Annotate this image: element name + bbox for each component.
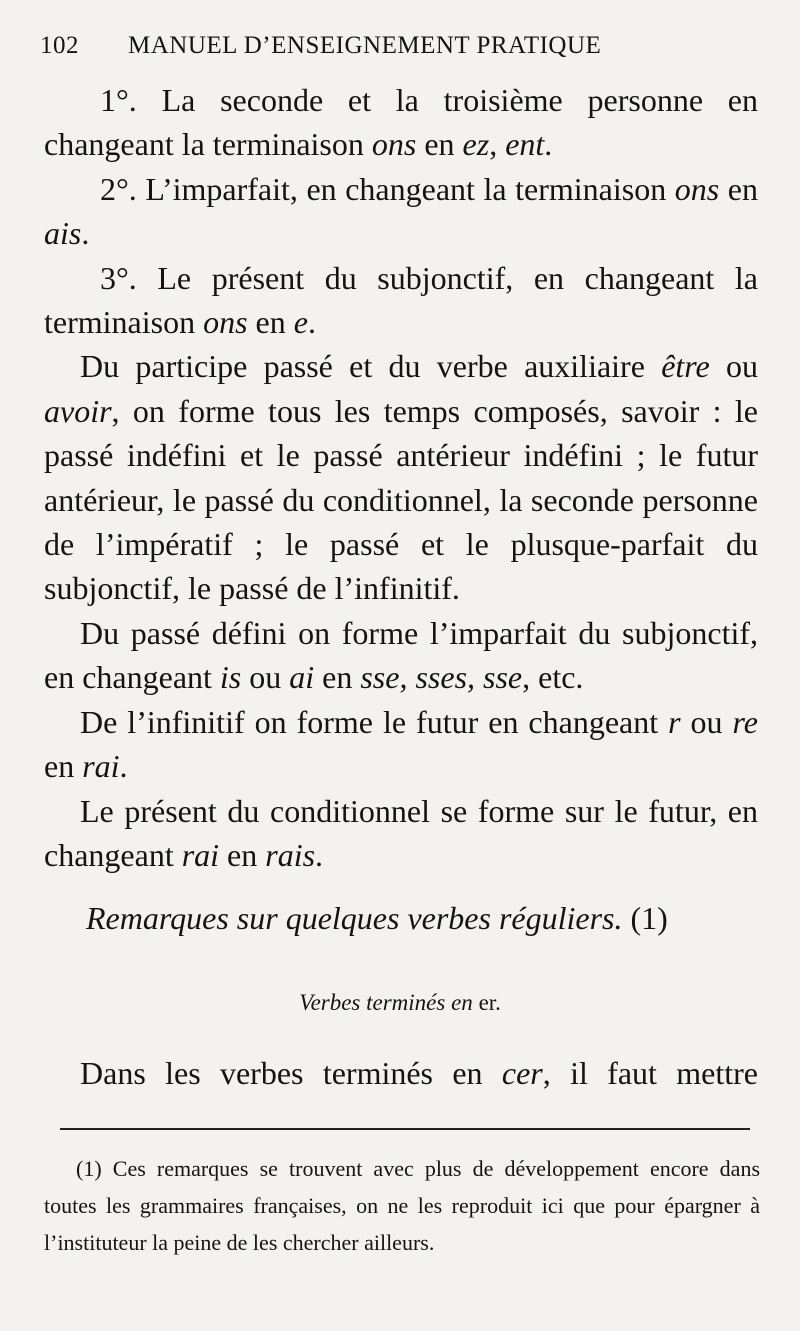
footnote — [44, 1150, 760, 1261]
section-title: Remarques sur quelques verbes réguliers. (1) — [86, 900, 668, 936]
footnote-reference: (1) — [630, 900, 668, 936]
running-title: MANUEL D’ENSEIGNEMENT PRATIQUE — [128, 32, 602, 59]
footnote-marker: (1) — [76, 1156, 102, 1181]
subheading: Verbes terminés en er. — [299, 990, 501, 1015]
paragraph-2: 2°. L’imparfait, en changeant la terminaison ons en ais. — [44, 170, 759, 252]
paragraph-5: Du passé défini on forme l’imparfait du subjonctif, en changeant is ou ai en sse, sses, sse, etc. — [44, 614, 758, 696]
body-text — [44, 78, 758, 877]
page-header — [40, 32, 760, 60]
paragraph-7: Le présent du conditionnel se forme sur le futur, en changeant rai en rais. — [44, 792, 758, 873]
paragraph-3: 3°. Le présent du subjonctif, en changeant la terminaison ons en e. — [44, 259, 758, 341]
footnote-text: Ces remarques se trouvent avec plus de développement encore dans toutes les grammaires françaises, on ne les reproduit ici que pour épargner à l’instituteur la peine de les chercher ailleurs. — [44, 1156, 761, 1255]
paragraph-1: 1°. La seconde et la troisième personne en changeant la terminaison ons en ez, ent. — [44, 82, 758, 163]
page-number: 102 — [40, 32, 79, 59]
paragraph-4: Du participe passé et du verbe auxiliaire être ou avoir, on forme tous les temps composés, savoir : le passé indéfini et le passé antérieur indéfini ; le futur antérieur, le passé du conditionnel, la seconde personne de l’impératif ; le passé et le plusque-parfait du subjonctif, le passé de l’infinitif. — [44, 348, 759, 607]
footnote-divider — [60, 1128, 750, 1130]
paragraph-6: De l’infinitif on forme le futur en changeant r ou re en rai. — [44, 703, 758, 785]
paragraph-continuation: Dans les verbes terminés en cer, il faut mettre — [80, 1055, 759, 1091]
